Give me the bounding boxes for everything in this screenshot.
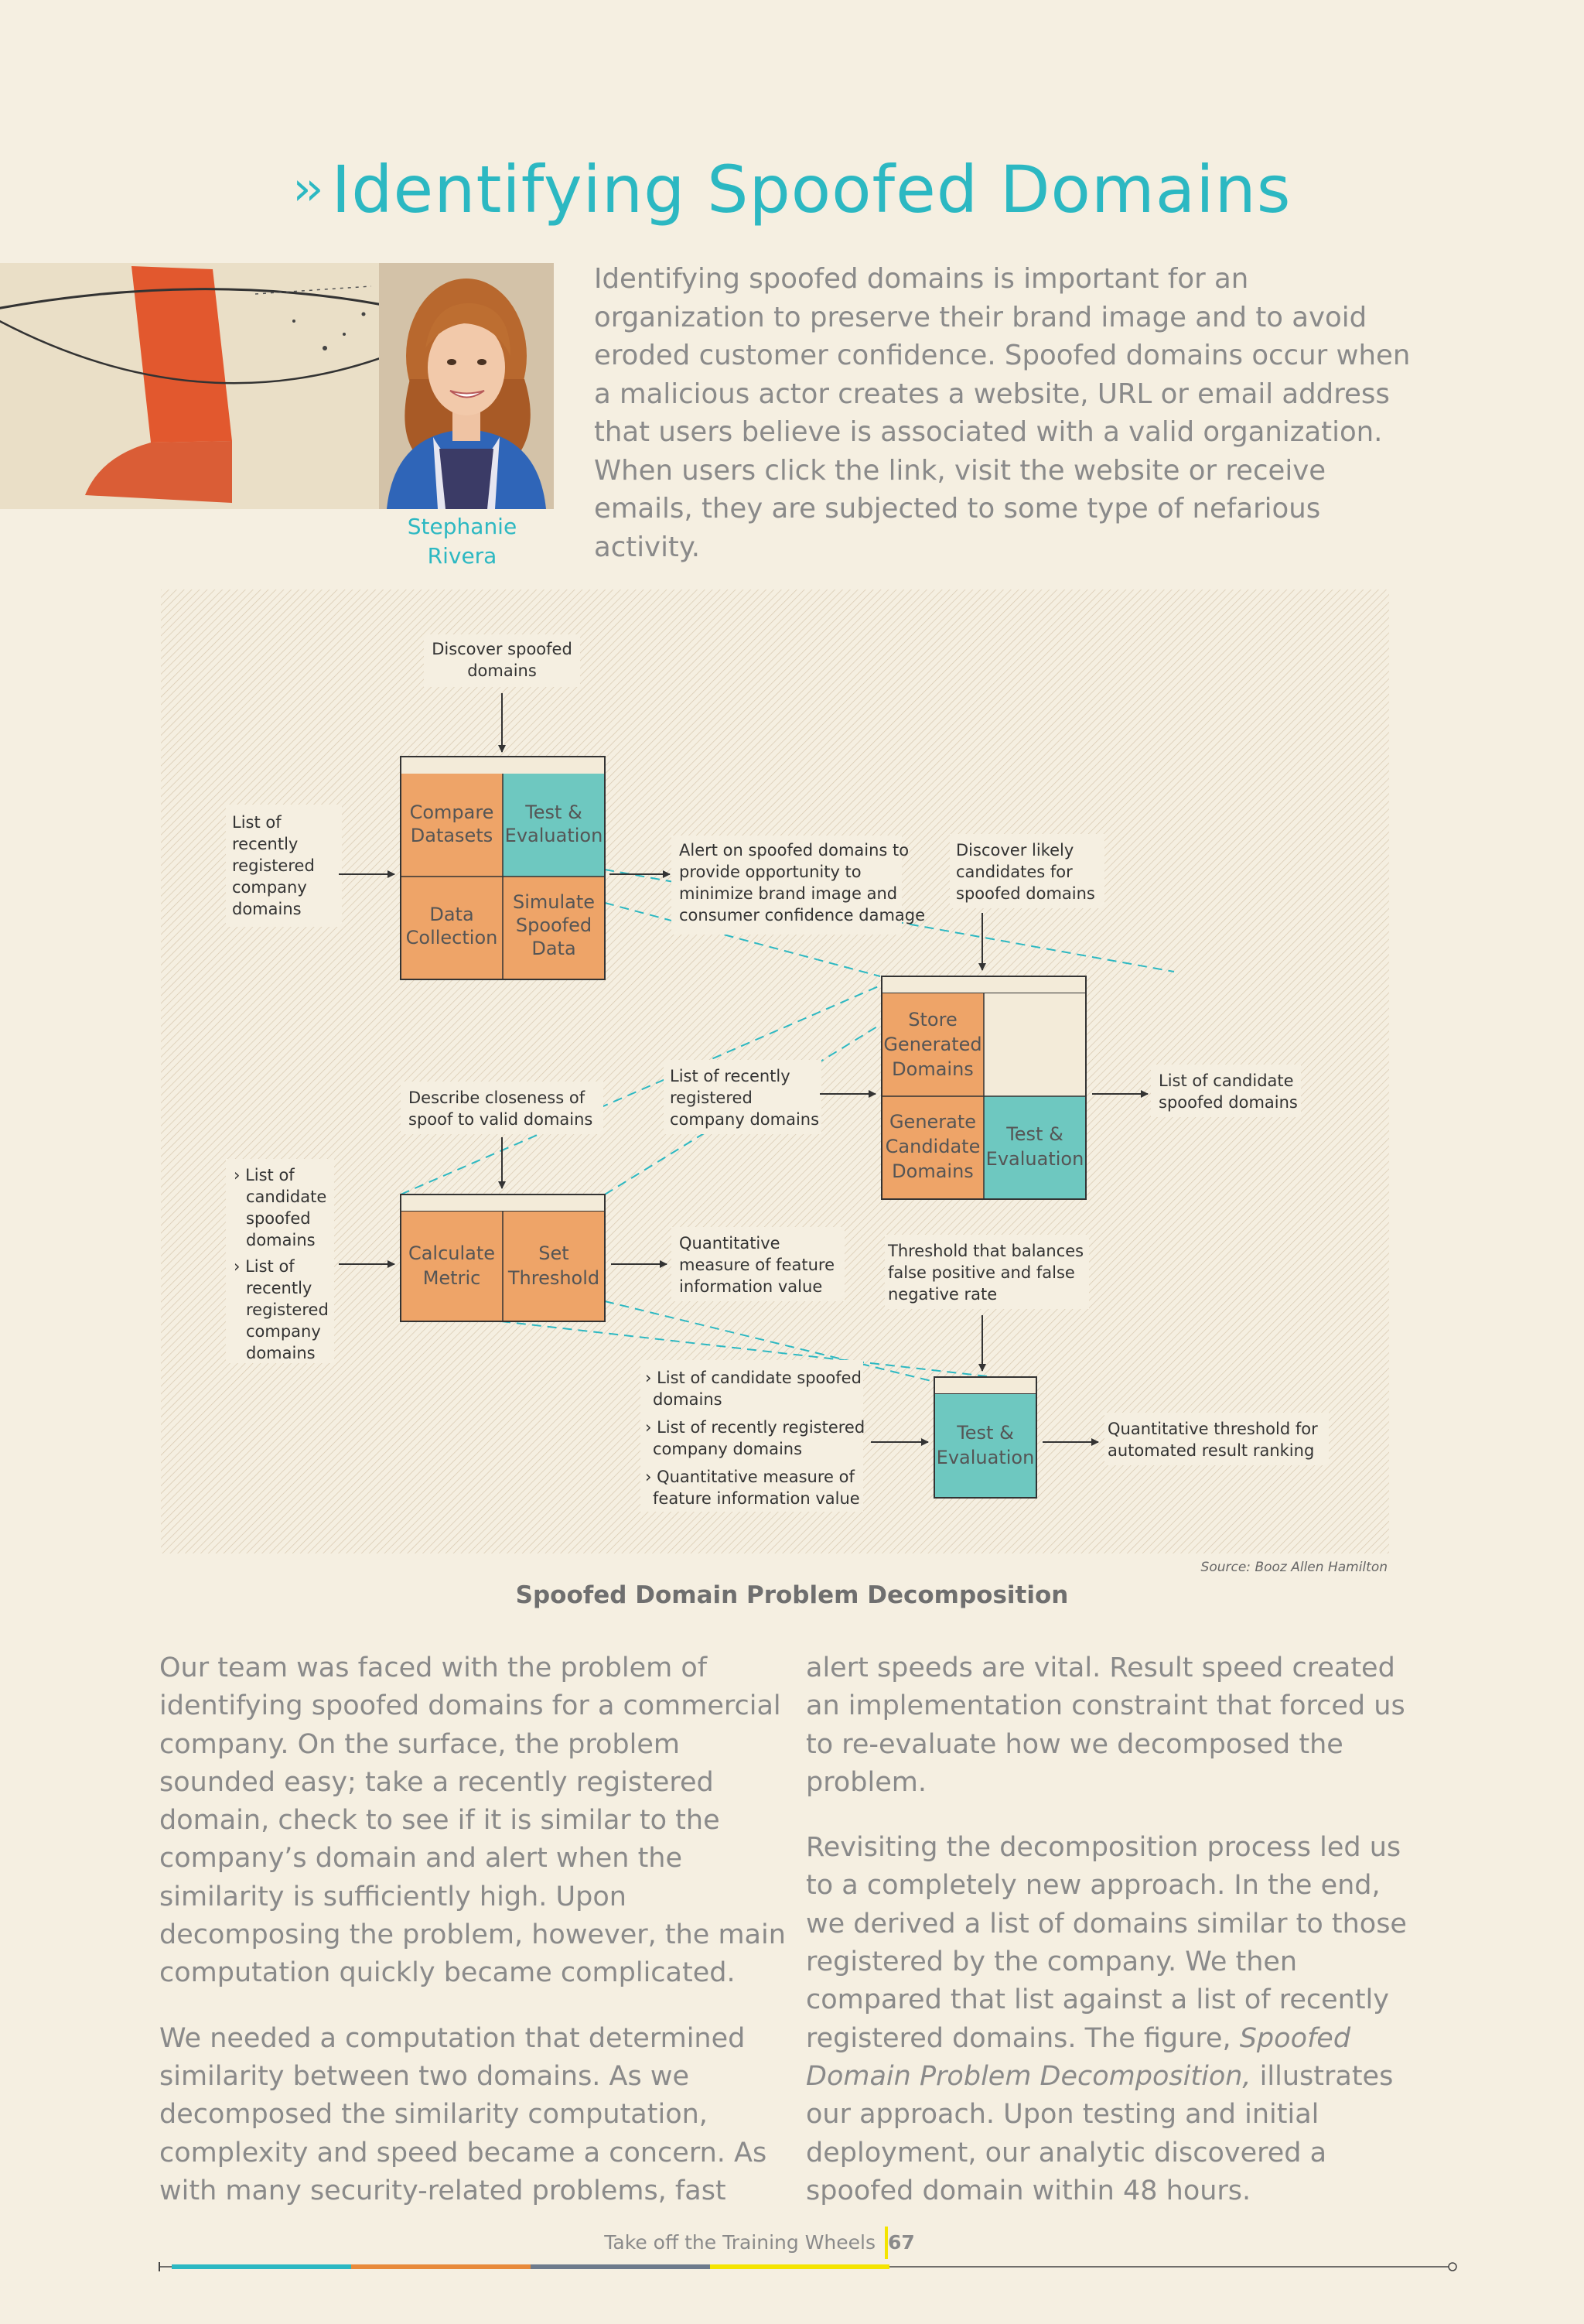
box1-cell-bl: Data Collection — [405, 904, 498, 948]
page-title-text: Identifying Spoofed Domains — [331, 152, 1292, 227]
box3-input-left: › List of candidate spoofed domains › List of recently registered company domains — [234, 1166, 329, 1362]
chevron-double-icon: ›› — [292, 162, 318, 216]
box4-output: Quantitative threshold for automated result ranking — [1108, 1420, 1318, 1460]
box4-input-left: › List of candidate spoofed domains › List of recently registered company domains › Quantitative measure of feature information value — [645, 1369, 865, 1508]
box3-cell-r: Set Threshold — [507, 1242, 600, 1289]
box4-cell: Test & Evaluation — [936, 1422, 1035, 1468]
author-first-name: Stephanie — [407, 514, 517, 539]
body-paragraph — [806, 1829, 1425, 2210]
figure-caption-text: Spoofed Domain Problem Decomposition — [515, 1581, 1069, 1609]
box1-cell-br: Simulate Spoofed Data — [512, 891, 596, 959]
intro-paragraph: Identifying spoofed domains is important for an organization to preserve their brand image and to avoid eroded customer confidence. Spoofed domains occur when a malicious actor creates a website, URL or email address that users believe is associated with a valid organization. When users click the link, visit the website or receive emails, they are subjected to some type of nefarious activity. — [594, 263, 1411, 563]
page-title — [0, 152, 1584, 227]
decorative-artwork — [0, 263, 379, 509]
box3-output: Quantitative measure of feature information value — [679, 1234, 835, 1296]
figure-caption — [0, 1581, 1584, 1609]
box2-cell-br: Test & Evaluation — [985, 1123, 1084, 1170]
box1-input-left: List of recently registered company domains — [232, 813, 315, 918]
body-column-left — [159, 1649, 794, 2237]
box4-input-top: Threshold that balances false positive and false negative rate — [888, 1242, 1084, 1304]
body-text: illustrates our approach. Upon testing and initial deployment, our analytic discovered a spoofed domain within 48 hours. — [806, 2060, 1394, 2206]
body-paragraph: alert speeds are vital. Result speed created an implementation constraint that forced us to re-evaluate how we decomposed the problem. — [806, 1652, 1405, 1798]
body-text: Revisiting the decomposition process led us to a completely new approach. In the end, we derived a list of domains similar to those registered by the company. We then compared that list against a list of recently registered domains. The figure, — [806, 1832, 1407, 2054]
box2-input-top: Discover likely candidates for spoofed domains — [956, 841, 1095, 903]
box1-output: Alert on spoofed domains to provide opportunity to minimize brand image and consumer confidence damage — [679, 841, 926, 924]
figure-reference: Spoofed Domain Problem Decomposition, — [806, 2022, 1351, 2092]
box3-cell-l: Calculate Metric — [408, 1242, 496, 1289]
box2-cell-tl: Store Generated Domains — [883, 1009, 982, 1080]
author-photo — [379, 263, 554, 509]
body-paragraph: We needed a computation that determined similarity between two domains. As we decomposed the similarity computation, complexity and speed became a concern. As with many security-related problems, fast — [159, 2022, 767, 2206]
box1-input-top: Discover spoofed domains — [432, 640, 572, 680]
figure-source: Source: Booz Allen Hamilton — [1200, 1560, 1388, 1575]
footer-section-title: Take off the Training Wheels — [604, 2231, 876, 2254]
box1-cell-tr: Test & Evaluation — [504, 801, 603, 846]
box1-cell-tl: Compare Datasets — [409, 801, 494, 846]
box2-output: List of candidate spoofed domains — [1159, 1071, 1298, 1112]
author-name — [379, 512, 545, 571]
footer-color-bar — [155, 2259, 1462, 2274]
box2-input-left: List of recently registered company domains — [670, 1067, 820, 1129]
page-number: 67 — [888, 2231, 915, 2254]
body-paragraph: Our team was faced with the problem of identifying spoofed domains for a commercial company. On the surface, the problem sounded easy; take a recently registered domain, check to see if it is similar to the company’s domain and alert when the similarity is sufficiently high. Upon decomposing the problem, however, the main computation quickly became complicated. — [159, 1652, 786, 1989]
body-column-right — [806, 1649, 1425, 2237]
problem-decomposition-diagram — [161, 590, 1389, 1553]
author-last-name: Rivera — [427, 543, 497, 569]
box2-cell-bl: Generate Candidate Domains — [885, 1111, 981, 1182]
box3-input-top: Describe closeness of spoof to valid domains — [408, 1089, 593, 1129]
